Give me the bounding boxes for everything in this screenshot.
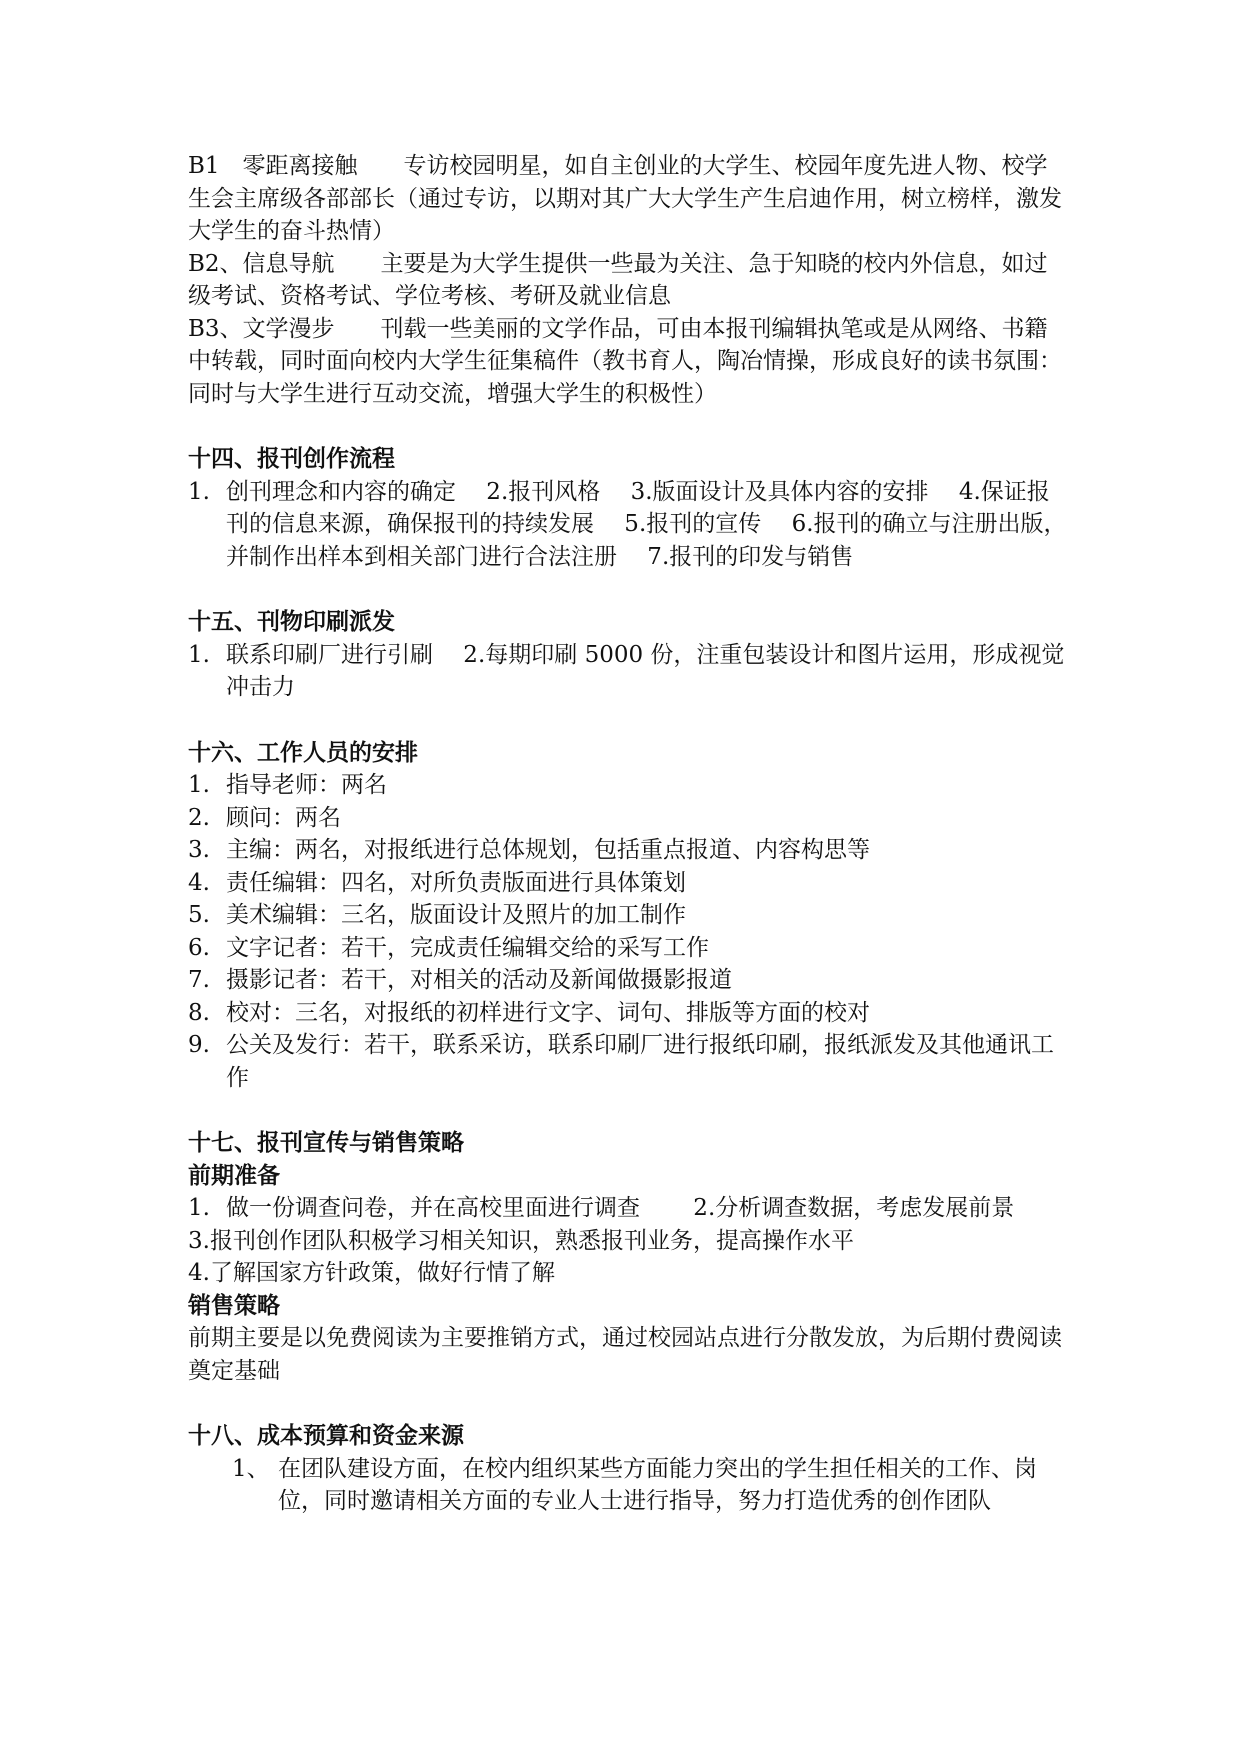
list-text: 公关及发行：若干，联系采访，联系印刷厂进行报纸印刷，报纸派发及其他通讯工作: [226, 1032, 1054, 1091]
paragraph-b1: B1 零距离接触 专访校园明星，如自主创业的大学生、校园年度先进人物、校学生会主席级各部部长（通过专访，以期对其广大大学生产生启迪作用，树立榜样，激发大学生的奋斗热情）: [188, 153, 1062, 244]
section-14-heading: 十四、报刊创作流程: [188, 445, 395, 472]
paragraph-b3: B3、文学漫步 刊载一些美丽的文学作品，可由本报刊编辑执笔或是从网络、书籍中转载，同时面向校内大学生征集稿件（教书育人，陶冶情操，形成良好的读书氛围：同时与大学生进行互动交流，增强大学生的积极性）: [188, 315, 1062, 407]
list-number: 1.: [188, 772, 210, 798]
list-text: 校对：三名，对报纸的初样进行文字、词句、排版等方面的校对: [226, 999, 870, 1026]
list-number: 5.: [188, 902, 210, 928]
list-item: [188, 899, 1068, 932]
section-16-list: [188, 769, 1068, 1094]
list-text: 联系印刷厂进行引刷 2.每期印刷 5000 份，注重包装设计和图片运用，形成视觉冲击力: [226, 641, 1065, 700]
list-number: 6.: [188, 934, 210, 961]
list-number: 1、: [232, 1455, 270, 1482]
list-number: 8.: [188, 999, 210, 1026]
section-18-heading: 十八、成本预算和资金来源: [188, 1422, 464, 1449]
list-number: 4.: [188, 869, 210, 896]
list-number: 1.: [188, 1195, 210, 1221]
list-text: 做一份调查问卷，并在高校里面进行调查 2.分析调查数据，考虑发展前景: [226, 1195, 1015, 1221]
list-text: 美术编辑：三名，版面设计及照片的加工制作: [226, 902, 686, 928]
document-page: [188, 150, 1068, 1518]
spacer: [188, 1094, 1068, 1127]
list-item: [188, 867, 1068, 900]
paragraph-b2: B2、信息导航 主要是为大学生提供一些最为关注、急于知晓的校内外信息，如过级考试、资格考试、学位考核、考研及就业信息: [188, 250, 1048, 309]
prep-heading: 前期准备: [188, 1161, 280, 1189]
list-item: [188, 932, 1068, 965]
list-item: [188, 997, 1068, 1030]
section-14-list: [188, 476, 1068, 574]
section-15-heading: 十五、刊物印刷派发: [188, 608, 395, 635]
list-item: [188, 1029, 1068, 1094]
list-item: [188, 834, 1068, 867]
prep-line-3: 3.报刊创作团队积极学习相关知识，熟悉报刊业务，提高操作水平: [188, 1227, 854, 1254]
spacer: [188, 704, 1068, 737]
list-number: 1.: [188, 641, 210, 668]
list-number: 2.: [188, 804, 210, 831]
section-15-list: [188, 639, 1068, 704]
list-text: 指导老师：两名: [226, 772, 387, 798]
list-number: 9.: [188, 1032, 210, 1058]
list-text: 在团队建设方面，在校内组织某些方面能力突出的学生担任相关的工作、岗位，同时邀请相关方面的专业人士进行指导，努力打造优秀的创作团队: [278, 1455, 1037, 1514]
sales-heading: 销售策略: [188, 1291, 280, 1319]
list-text: 主编：两名，对报纸进行总体规划，包括重点报道、内容构思等: [226, 837, 870, 863]
list-text: 创刊理念和内容的确定 2.报刊风格 3.版面设计及具体内容的安排 4.保证报刊的信息来源，确保报刊的持续发展 5.报刊的宣传 6.报刊的确立与注册出版，并制作出样本到相关部门进行合法注册 7.报刊的印发与销售: [226, 478, 1067, 570]
list-text: 摄影记者：若干，对相关的活动及新闻做摄影报道: [226, 967, 732, 993]
section-16-heading: 十六、工作人员的安排: [188, 738, 418, 766]
sales-text: 前期主要是以免费阅读为主要推销方式，通过校园站点进行分散发放，为后期付费阅读奠定基础: [188, 1325, 1062, 1384]
spacer: [188, 410, 1068, 443]
section-17-heading: 十七、报刊宣传与销售策略: [188, 1129, 464, 1156]
list-item: [188, 476, 1068, 574]
prep-list: [188, 1192, 1068, 1225]
list-item: [188, 769, 1068, 802]
list-text: 顾问：两名: [226, 804, 341, 831]
list-item: [188, 964, 1068, 997]
list-item: [188, 802, 1068, 835]
spacer: [188, 1387, 1068, 1420]
spacer: [188, 573, 1068, 606]
list-number: 7.: [188, 967, 210, 993]
list-text: 文字记者：若干，完成责任编辑交给的采写工作: [226, 934, 709, 961]
list-number: 3.: [188, 837, 210, 863]
list-item: [188, 1192, 1068, 1225]
list-text: 责任编辑：四名，对所负责版面进行具体策划: [226, 869, 686, 896]
section-18-list: [188, 1453, 1068, 1518]
list-number: 1.: [188, 478, 210, 505]
list-item: [188, 639, 1068, 704]
prep-line-4: 4.了解国家方针政策，做好行情了解: [188, 1260, 555, 1286]
list-item: [188, 1453, 1068, 1518]
